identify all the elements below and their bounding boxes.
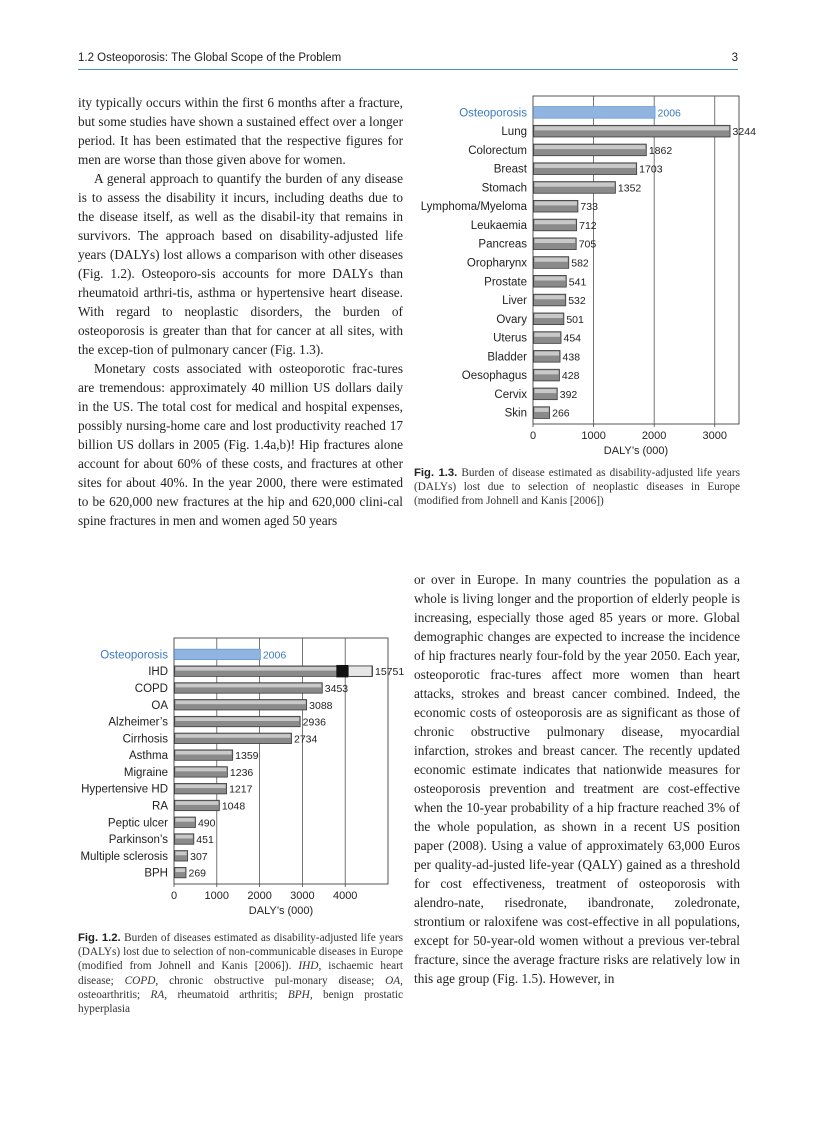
figure-1-3-caption (414, 466, 740, 509)
bar-shine-ra (176, 801, 219, 805)
value-label-uterus: 454 (563, 332, 582, 345)
x-tick-label: 1000 (581, 430, 606, 442)
page-number: 3 (731, 52, 738, 64)
figure-1-2-caption (78, 931, 403, 1016)
x-tick-label: 1000 (204, 890, 230, 902)
value-label-cervix: 392 (559, 388, 578, 401)
value-label-lung: 3244 (732, 126, 756, 139)
category-label-copd: COPD (134, 682, 168, 695)
bar-shine-oesophagus (535, 370, 559, 374)
category-label-cervix: Cervix (494, 388, 527, 401)
category-label-ra: RA (152, 800, 168, 813)
category-label-colorectum: Colorectum (468, 144, 527, 157)
value-label-peptic-ulcer: 490 (197, 817, 216, 830)
value-label-multiple-sclerosis: 307 (190, 850, 208, 863)
value-label-pancreas: 705 (578, 238, 597, 251)
category-label-oropharynx: Oropharynx (466, 257, 527, 270)
bar-shine-multiple-sclerosis (176, 852, 187, 856)
bar-shine-cervix (535, 389, 557, 393)
bar-shine-copd (176, 684, 322, 688)
axis-break-mark (336, 665, 348, 677)
value-label-lymphoma-myeloma: 733 (580, 201, 598, 214)
bar-shine-peptic-ulcer (176, 818, 195, 822)
bar-shine-liver (535, 295, 565, 299)
value-label-liver: 532 (568, 295, 586, 308)
value-label-parkinson-s: 451 (196, 834, 214, 847)
value-label-migraine: 1236 (229, 766, 254, 779)
category-label-lung: Lung (501, 126, 527, 139)
bar-shine-uterus (535, 333, 561, 337)
x-tick-label: 0 (529, 430, 537, 442)
value-label-stomach: 1352 (617, 182, 642, 195)
bar-shine-ovary (535, 314, 563, 318)
abbr-ra-def: rheumatoid arthritis; (177, 988, 278, 1001)
bar-osteoporosis (175, 649, 261, 659)
category-label-uterus: Uterus (493, 332, 527, 345)
value-label-ovary: 501 (566, 313, 584, 326)
section-title: 1.2 Osteoporosis: The Global Scope of the Problem (78, 52, 342, 64)
bar-shine-migraine (176, 768, 227, 772)
category-label-breast: Breast (493, 163, 527, 176)
value-label-breast: 1703 (639, 163, 663, 176)
x-tick-label: 4000 (332, 890, 358, 902)
bar-shine-lung (535, 126, 730, 130)
category-label-asthma: Asthma (129, 750, 168, 763)
figure-1-3-chart (414, 92, 756, 457)
value-label-prostate: 541 (568, 276, 587, 289)
header-rule (78, 69, 738, 70)
category-label-peptic-ulcer: Peptic ulcer (107, 817, 168, 830)
value-label-osteoporosis: 2006 (657, 107, 681, 120)
value-label-alzheimer-s: 2936 (302, 716, 327, 729)
value-label-bladder: 438 (562, 351, 581, 364)
category-label-alzheimer-s: Alzheimer’s (108, 716, 168, 729)
category-label-bladder: Bladder (487, 351, 527, 364)
bar-shine-alzheimer-s (176, 717, 300, 721)
value-label-cirrhosis: 2734 (294, 733, 318, 746)
x-tick-label: 0 (170, 890, 178, 902)
value-label-osteoporosis: 2006 (262, 649, 287, 662)
bar-osteoporosis (534, 107, 656, 119)
value-label-ra: 1048 (221, 800, 246, 813)
value-label-leukaemia: 712 (579, 219, 597, 232)
x-tick-label: 3000 (290, 890, 315, 902)
paragraph-2: A general approach to quantify the burden of any disease is to assess the disability it incurs, including deaths due to the disease itself, as well as the disabil-ity that remains in survivors. The approach based on disability-adjusted life years (DALYs) lost allows a comparison with other diseases (Fig. 1.2). Osteoporo-sis accounts for more DALYs than rheumatoid arthri-tis, asthma or hypertensive heart disease. With regard to neoplastic disorders, the burden of osteoporosis is greater than that for cancer at all sites, with the excep-tion of pulmonary cancer (Fig. 1.3). (78, 171, 403, 357)
value-label-copd: 3453 (324, 682, 349, 695)
x-tick-label: 2000 (641, 430, 667, 442)
bar-shine-breast (535, 164, 636, 168)
category-label-parkinson-s: Parkinson’s (108, 834, 168, 847)
running-header (78, 50, 738, 70)
category-label-lymphoma-myeloma: Lymphoma/Myeloma (420, 201, 527, 214)
bar-shine-pancreas (535, 239, 576, 243)
bar-shine-parkinson-s (176, 835, 193, 839)
abbr-bph-term: BPH, (287, 988, 313, 1001)
value-label-ihd: 15751 (375, 666, 405, 679)
figure-1-3-label: Fig. 1.3. (414, 467, 458, 479)
abbr-copd-def: chronic obstructive pul-monary disease; (169, 974, 375, 987)
value-label-hypertensive-hd: 1217 (229, 783, 253, 796)
paragraph-1: ity typically occurs within the first 6 months after a fracture, but some studies have shown a sustained effect over a longer period. It has been estimated that the respective figures for men are worse than those given above for women. (78, 95, 403, 167)
category-label-osteoporosis: Osteoporosis (459, 107, 527, 120)
bar-shine-skin (535, 408, 549, 412)
bar-shine-bph (176, 868, 186, 872)
abbr-ihd-def: ischaemic heart disease; (78, 960, 404, 987)
left-column-text (78, 93, 403, 530)
bar-shine-prostate (535, 276, 566, 280)
category-label-osteoporosis: Osteoporosis (100, 649, 168, 662)
bar-shine-bladder (535, 352, 560, 356)
abbr-ihd-term: IHD, (298, 960, 322, 973)
figure-1-2-label: Fig. 1.2. (78, 932, 121, 944)
value-label-oropharynx: 582 (571, 257, 589, 270)
figure-1-2-chart (78, 636, 403, 920)
x-tick-label: 2000 (247, 890, 272, 902)
paragraph-4: or over in Europe. In many countries the population as a whole is living longer and the proportion of elderly people is increasing, especially those aged 85 years or more. Global demographic changes are expected to increase the incidence of hip fractures nearly four-fold by the year 2050. Each year, osteoporotic frac-tures affect more women than heart attacks, strokes and breast cancer combined. Indeed, the economic costs of osteoporosis are as significant as those of chronic obstructive pulmonary disease, myocardial infarction, strokes and breast cancer. The recently updated economic estimate indicates that nationwide measures for osteoporosis prevention and treatment are cost-effective when the 10-year probability of a hip fracture reached 3% of the whole population, as shown in a recent US position paper (2008). Using a value of approximately 63,000 Euros per quality-ad-justed life-year (QALY) gained as a threshold for cost effectiveness, treatment of osteoporosis with alendro-nate, risedronate, ibandronate, zoledronate, strontium or raloxifene was cost-effective in all populations, except for 50-year-old women without a previous ver-tebral fracture, since the average fracture risks are relatively low in this age group (Fig. 1.5). However, in (414, 572, 740, 986)
category-label-liver: Liver (502, 295, 527, 308)
category-label-multiple-sclerosis: Multiple sclerosis (80, 850, 168, 863)
right-column-text (414, 570, 740, 988)
bar-shine-oa (176, 701, 306, 705)
category-label-cirrhosis: Cirrhosis (122, 733, 168, 746)
bar-break-tail (348, 666, 372, 676)
value-label-bph: 269 (188, 867, 207, 880)
category-label-oa: OA (151, 699, 168, 712)
bar-shine-colorectum (535, 145, 646, 149)
bar-shine-cirrhosis (176, 734, 291, 738)
figure-1-3-caption-text: Burden of disease estimated as disability-adjusted life years (DALYs) lost due to selection of neoplastic diseases in Europe (modified from Johnell and Kanis [2006]) (414, 467, 741, 508)
paragraph-3: Monetary costs associated with osteoporotic frac-tures are tremendous: approximately 40 million US dollars daily in the US. The total cost for medical and hospital expenses, possibly nursing-home care and lost productivity reached 17 billion US dollars in 2005 (Fig. 1.4a,b)! Hip fractures alone account for about 60% of these costs, and fractures at other sites for about 40%. In the year 2000, there were estimated to be 620,000 new fractures at the hip and 620,000 clini-cal spine fractures in men and women aged 50 years (78, 361, 403, 528)
bar-shine-asthma (176, 751, 232, 755)
category-label-oesophagus: Oesophagus (461, 370, 527, 383)
category-label-skin: Skin (504, 407, 527, 420)
category-label-stomach: Stomach (481, 182, 527, 195)
abbr-copd-term: COPD, (124, 974, 159, 987)
category-label-pancreas: Pancreas (478, 238, 527, 251)
bar-shine-lymphoma-myeloma (535, 201, 577, 205)
abbr-oa-term: OA, (385, 974, 404, 987)
category-label-ihd: IHD (148, 666, 168, 679)
abbr-bph-def: benign prostatic hyperplasia (78, 988, 403, 1016)
x-tick-label: 3000 (702, 430, 728, 442)
x-axis-label: DALY’s (000) (248, 905, 314, 917)
category-label-ovary: Ovary (496, 313, 527, 326)
abbr-ra-term: RA, (150, 988, 168, 1001)
value-label-skin: 266 (552, 407, 570, 420)
category-label-migraine: Migraine (123, 766, 168, 779)
bar-shine-oropharynx (535, 258, 568, 262)
category-label-hypertensive-hd: Hypertensive HD (81, 783, 168, 796)
bar-shine-hypertensive-hd (176, 784, 226, 788)
value-label-oesophagus: 428 (561, 370, 580, 383)
x-axis-label: DALY’s (000) (603, 445, 669, 457)
category-label-leukaemia: Leukaemia (470, 219, 527, 232)
figure-1-2-caption-text: Burden of diseases estimated as disability-adjusted life years (DALYs) lost due to selection of non-communicable diseases in Europe (modified from Johnell and Kanis [2006]). (78, 932, 403, 973)
bar-shine-stomach (535, 183, 615, 187)
value-label-oa: 3088 (309, 699, 333, 712)
value-label-asthma: 1359 (235, 750, 259, 763)
category-label-bph: BPH (144, 867, 168, 880)
abbr-oa-def: osteoarthritis; (78, 988, 141, 1001)
category-label-prostate: Prostate (484, 276, 527, 289)
bar-shine-leukaemia (535, 220, 576, 224)
value-label-colorectum: 1862 (648, 144, 673, 157)
